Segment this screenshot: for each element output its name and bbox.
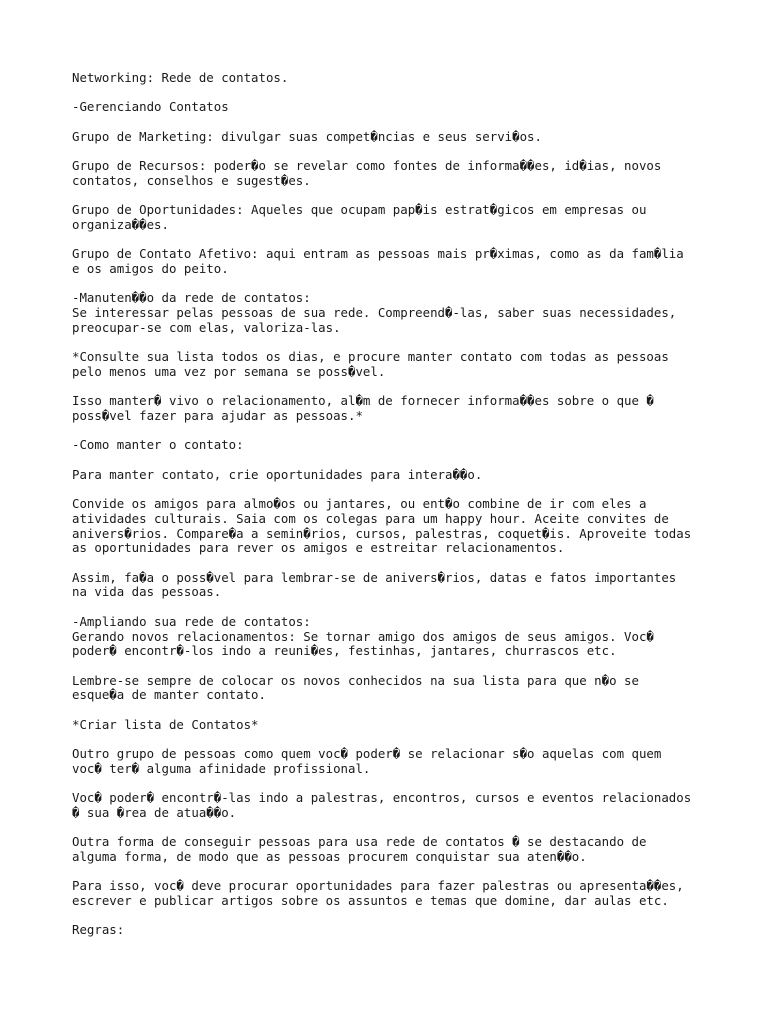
text-line: atividades culturais. Saia com os colegas para um happy hour. Aceite convites de [72,510,669,526]
text-line: na vida das pessoas. [72,584,222,600]
text-line: Regras: [72,922,125,938]
text-line: Grupo de Oportunidades: Aqueles que ocupam pap�is estrat�gicos em empresas ou [72,202,647,218]
text-line: esque�a de manter contato. [72,687,266,703]
document-paragraph [72,923,732,938]
text-line: -Ampliando sua rede de contatos: [72,613,311,629]
document-page [72,71,732,953]
document-paragraph [72,394,732,423]
text-line: organiza��es. [72,216,169,232]
text-line: Gerando novos relacionamentos: Se tornar amigo dos amigos de seus amigos. Voc� [72,628,654,644]
document-paragraph [72,247,732,276]
text-line: anivers�rios. Compare�a a semin�rios, cursos, palestras, coquet�is. Aproveite todas [72,525,692,541]
document-paragraph [72,835,732,864]
text-line: *Consulte sua lista todos os dias, e procure manter contato com todas as pessoas [72,349,669,365]
text-line: Grupo de Contato Afetivo: aqui entram as pessoas mais pr�ximas, como as da fam�lia [72,246,684,262]
document-paragraph [72,468,732,483]
text-line: Isso manter� vivo o relacionamento, al�m de fornecer informa��es sobre o que � [72,393,654,409]
text-line: Outra forma de conseguir pessoas para usa rede de contatos � se destacando de [72,834,647,850]
text-line: Grupo de Recursos: poder�o se revelar como fontes de informa��es, id�ias, novos [72,158,662,174]
document-paragraph [72,497,732,556]
text-line: Outro grupo de pessoas como quem voc� poder� se relacionar s�o aquelas com quem [72,746,662,762]
document-paragraph [72,879,732,908]
text-line: e os amigos do peito. [72,261,229,277]
document-paragraph [72,159,732,188]
document-paragraph [72,350,732,379]
document-paragraph [72,718,732,733]
text-line: Voc� poder� encontr�-las indo a palestras, encontros, cursos e eventos relacionados [72,790,692,806]
document-paragraph [72,615,732,659]
text-line: Assim, fa�a o poss�vel para lembrar-se de anivers�rios, datas e fatos importantes [72,569,677,585]
document-paragraph [72,438,732,453]
document-paragraph [72,130,732,145]
text-line: contatos, conselhos e sugest�es. [72,172,311,188]
document-paragraph [72,291,732,335]
text-line: Lembre-se sempre de colocar os novos conhecidos na sua lista para que n�o se [72,672,639,688]
text-line: � sua �rea de atua��o. [72,804,237,820]
document-paragraph [72,791,732,820]
text-line: Convide os amigos para almo�os ou jantares, ou ent�o combine de ir com eles a [72,496,647,512]
document-paragraph [72,203,732,232]
text-line: alguma forma, de modo que as pessoas procurem conquistar sua aten��o. [72,848,587,864]
text-line: poder� encontr�-los indo a reuni�es, festinhas, jantares, churrascos etc. [72,643,617,659]
text-line: Se interessar pelas pessoas de sua rede. Compreend�-las, saber suas necessidades, [72,305,677,321]
text-line: Grupo de Marketing: divulgar suas compet�ncias e seus servi�os. [72,128,542,144]
text-line: preocupar-se com elas, valoriza-las. [72,319,341,335]
text-line: as oportunidades para rever os amigos e estreitar relacionamentos. [72,540,565,556]
document-paragraph [72,100,732,115]
text-line: Para manter contato, crie oportunidades para intera��o. [72,466,483,482]
text-line: poss�vel fazer para ajudar as pessoas.* [72,408,363,424]
document-paragraph [72,674,732,703]
document-paragraph [72,571,732,600]
text-line: -Como manter o contato: [72,437,244,453]
text-line: escrever e publicar artigos sobre os assuntos e temas que domine, dar aulas etc. [72,893,669,909]
text-line: pelo menos uma vez por semana se poss�vel. [72,363,386,379]
document-paragraph [72,747,732,776]
text-line: -Gerenciando Contatos [72,99,229,115]
text-line: Networking: Rede de contatos. [72,70,289,85]
document-paragraph [72,71,732,86]
text-line: voc� ter� alguma afinidade profissional. [72,760,371,776]
text-line: *Criar lista de Contatos* [72,716,259,732]
text-line: -Manuten��o da rede de contatos: [72,290,311,306]
text-line: Para isso, voc� deve procurar oportunidades para fazer palestras ou apresenta��es, [72,878,684,894]
